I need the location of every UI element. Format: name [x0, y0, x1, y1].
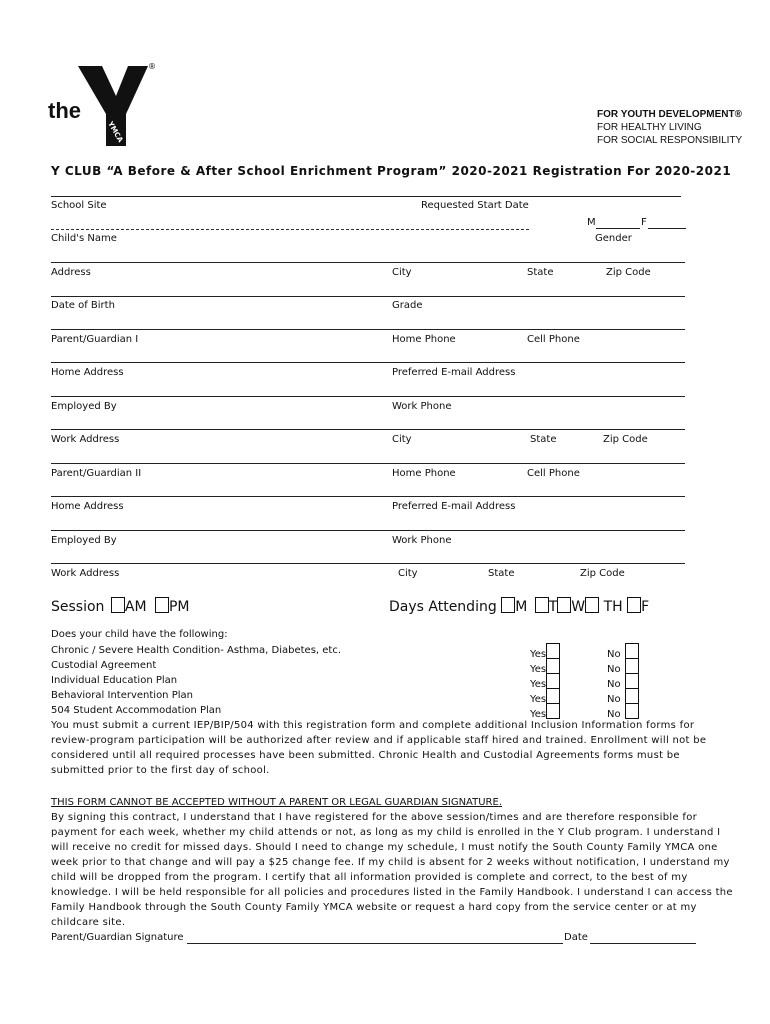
- parent2-cell-phone-label: Cell Phone: [527, 468, 580, 479]
- childs-name-field[interactable]: [51, 229, 529, 230]
- no-checkbox-5[interactable]: [625, 703, 639, 719]
- parent2-home-address-field[interactable]: [51, 496, 685, 497]
- tagline-line-1: FOR YOUTH DEVELOPMENT®: [597, 109, 742, 120]
- dob-field[interactable]: [51, 296, 685, 297]
- no-checkbox-1[interactable]: [625, 643, 639, 659]
- address-field[interactable]: [51, 262, 685, 263]
- condition-label-3: Individual Education Plan: [51, 675, 178, 686]
- yes-label: Yes: [530, 694, 547, 705]
- requested-start-date-label: Requested Start Date: [421, 200, 529, 211]
- school-site-label: School Site: [51, 200, 107, 211]
- parent2-work-state-label: State: [488, 568, 515, 579]
- yes-checkbox-4[interactable]: [546, 688, 560, 704]
- parent1-work-address-label: Work Address: [51, 434, 120, 445]
- zip-label: Zip Code: [606, 267, 651, 278]
- no-checkbox-3[interactable]: [625, 673, 639, 689]
- days-attending-label: Days Attending: [389, 599, 497, 615]
- parent2-work-phone-label: Work Phone: [392, 535, 452, 546]
- gender-label: Gender: [595, 233, 632, 244]
- tagline-line-3: FOR SOCIAL RESPONSIBILITY: [597, 135, 743, 146]
- session-am-label: AM: [124, 599, 147, 615]
- parent1-email-label: Preferred E-mail Address: [392, 367, 516, 378]
- gender-m-field[interactable]: [596, 228, 640, 229]
- page-title: Y CLUB “A Before & After School Enrichment Program” 2020-2021 Registration For 2020-2021: [51, 164, 732, 178]
- parent2-work-address-field[interactable]: [51, 563, 685, 564]
- tagline-line-2: FOR HEALTHY LIVING: [597, 122, 702, 133]
- childs-name-label: Child's Name: [51, 233, 117, 244]
- day-t-label: T: [548, 599, 558, 615]
- gender-f-field[interactable]: [648, 228, 686, 229]
- iep-note: You must submit a current IEP/BIP/504 with this registration form and complete additional Inclusion Information forms for review-program participation will be authorized after review and if applicable staff hired and trained. Enrollment will not be considered until all required processes have been submitted. Chronic Health and Custodial Agreements forms must be submitted prior to the first day of school.: [51, 720, 707, 776]
- no-label: No: [607, 649, 621, 660]
- yes-label: Yes: [530, 709, 547, 720]
- day-m-label: M: [515, 599, 528, 615]
- no-label: No: [607, 664, 621, 675]
- tagline: [597, 108, 742, 147]
- no-checkbox-4[interactable]: [625, 688, 639, 704]
- day-th-label: TH: [603, 599, 623, 615]
- parent1-work-address-field[interactable]: [51, 429, 685, 430]
- yes-checkbox-5[interactable]: [546, 703, 560, 719]
- parent1-home-phone-label: Home Phone: [392, 334, 456, 345]
- logo-reg-mark: ®: [148, 62, 156, 71]
- contract-text: By signing this contract, I understand that I have registered for the above session/times and are therefore responsible for payment for each week, whether my child attends or not, as long as my child is enrolled in the Y Club program. I understand I will receive no credit for missed days. Should I need to change my schedule, I must notify the South County Family YMCA one week prior to that change and will pay a $25 change fee. If my child is absent for 2 weeks without notification, I understand my child will be dropped from the program. I certify that all information provided is complete and correct, to the best of my knowledge. I will be held responsible for all policies and procedures listed in the Family Handbook. I understand I can access the Family Handbook through the South County Family YMCA website or request a hard copy from the service center or at my childcare site.: [51, 812, 733, 928]
- signature-row: [51, 932, 184, 943]
- signature-warning: THIS FORM CANNOT BE ACCEPTED WITHOUT A PARENT OR LEGAL GUARDIAN SIGNATURE.: [51, 797, 502, 808]
- days-attending-row: [389, 597, 649, 615]
- parent1-work-city-label: City: [392, 434, 412, 445]
- day-th-checkbox[interactable]: [585, 597, 599, 613]
- day-f-label: F: [641, 599, 650, 615]
- date-field[interactable]: [590, 943, 696, 944]
- parent1-home-address-label: Home Address: [51, 367, 124, 378]
- parent2-home-address-label: Home Address: [51, 501, 124, 512]
- condition-label-4: Behavioral Intervention Plan: [51, 690, 193, 701]
- signature-field[interactable]: [187, 943, 563, 944]
- parent2-work-city-label: City: [398, 568, 418, 579]
- parent1-work-zip-label: Zip Code: [603, 434, 648, 445]
- parent1-cell-phone-label: Cell Phone: [527, 334, 580, 345]
- parent2-work-address-label: Work Address: [51, 568, 120, 579]
- no-label: No: [607, 679, 621, 690]
- session-pm-label: PM: [168, 599, 190, 615]
- parent1-home-address-field[interactable]: [51, 362, 685, 363]
- parent1-work-state-label: State: [530, 434, 557, 445]
- day-w-label: W: [571, 599, 586, 615]
- yes-checkbox-2[interactable]: [546, 658, 560, 674]
- yes-checkbox-1[interactable]: [546, 643, 560, 659]
- logo-the-text: the: [48, 98, 81, 123]
- yes-label: Yes: [530, 649, 547, 660]
- date-label: Date: [564, 932, 588, 943]
- parent2-employed-label: Employed By: [51, 535, 117, 546]
- parent2-label: Parent/Guardian II: [51, 468, 142, 479]
- session-row: [51, 597, 190, 615]
- parent2-work-zip-label: Zip Code: [580, 568, 625, 579]
- parent1-label: Parent/Guardian I: [51, 334, 139, 345]
- condition-label-5: 504 Student Accommodation Plan: [51, 705, 222, 716]
- signature-warning-text: THIS FORM CANNOT BE ACCEPTED WITHOUT A PARENT OR LEGAL GUARDIAN SIGNATURE: [51, 797, 499, 808]
- parent2-employed-field[interactable]: [51, 530, 685, 531]
- parent2-field[interactable]: [51, 463, 685, 464]
- parent1-field[interactable]: [51, 329, 685, 330]
- condition-label-2: Custodial Agreement: [51, 660, 157, 671]
- no-label: No: [607, 709, 621, 720]
- conditions-question: Does your child have the following:: [51, 629, 228, 640]
- parent1-work-phone-label: Work Phone: [392, 401, 452, 412]
- day-w-checkbox[interactable]: [557, 597, 571, 613]
- day-m-checkbox[interactable]: [501, 597, 515, 613]
- yes-checkbox-3[interactable]: [546, 673, 560, 689]
- dob-label: Date of Birth: [51, 300, 115, 311]
- no-checkbox-2[interactable]: [625, 658, 639, 674]
- logo-ymca-text: YMCA: [106, 120, 125, 144]
- gender-f-label: F: [641, 217, 647, 228]
- yes-label: Yes: [530, 664, 547, 675]
- day-f-checkbox[interactable]: [627, 597, 641, 613]
- session-label: Session: [51, 599, 105, 615]
- session-pm-checkbox[interactable]: [155, 597, 169, 613]
- gender-m-label: M: [587, 217, 596, 228]
- yes-label: Yes: [530, 679, 547, 690]
- address-label: Address: [51, 267, 91, 278]
- city-label: City: [392, 267, 412, 278]
- parent2-email-label: Preferred E-mail Address: [392, 501, 516, 512]
- parent1-employed-field[interactable]: [51, 396, 685, 397]
- state-label: State: [527, 267, 554, 278]
- signature-label: Parent/Guardian Signature: [51, 932, 184, 943]
- condition-label-1: Chronic / Severe Health Condition- Asthma, Diabetes, etc.: [51, 645, 342, 656]
- session-am-checkbox[interactable]: [111, 597, 125, 613]
- parent1-employed-label: Employed By: [51, 401, 117, 412]
- grade-label: Grade: [392, 300, 423, 311]
- day-t-checkbox[interactable]: [535, 597, 549, 613]
- title-divider: [51, 196, 681, 197]
- parent2-home-phone-label: Home Phone: [392, 468, 456, 479]
- no-label: No: [607, 694, 621, 705]
- ymca-logo: [48, 62, 158, 152]
